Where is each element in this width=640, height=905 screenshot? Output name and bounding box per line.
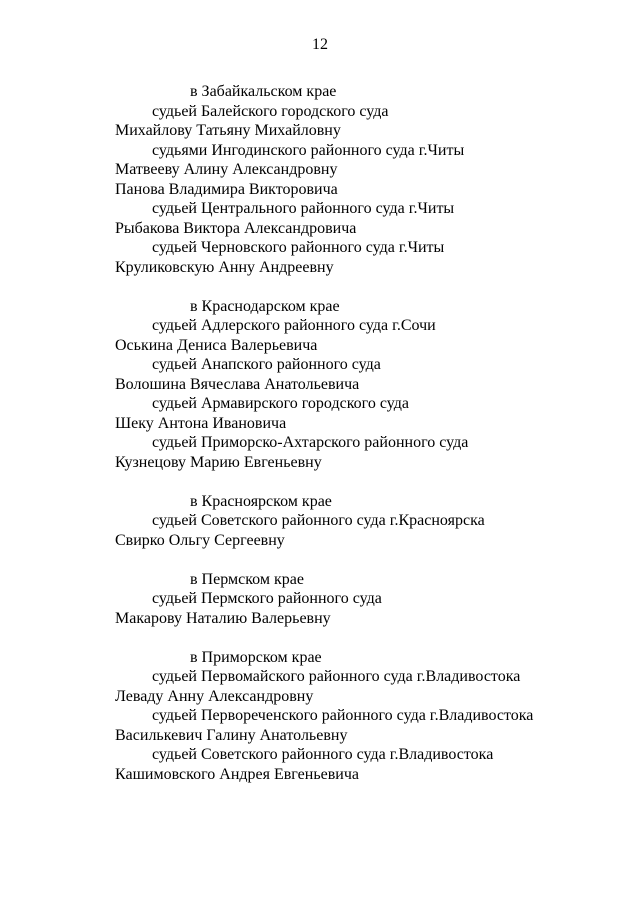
court-position: судьей Советского районного суда г.Владивостока bbox=[152, 746, 494, 763]
court-position: судьей Центрального районного суда г.Читы bbox=[152, 200, 455, 217]
region-heading: в Забайкальском крае bbox=[190, 83, 337, 100]
region-section bbox=[0, 82, 640, 277]
court-position: судьей Армавирского городского суда bbox=[152, 395, 409, 412]
judge-name: Михайлову Татьяну Михайловну bbox=[115, 122, 341, 139]
region-section bbox=[0, 570, 640, 629]
court-position: судьей Черновского районного суда г.Читы bbox=[152, 239, 445, 256]
judge-name: Шеку Антона Ивановича bbox=[115, 414, 287, 432]
court-position: судьей Первореченского районного суда г.Владивостока bbox=[152, 707, 534, 724]
judge-name: Волошина Вячеслава Анатольевича bbox=[115, 375, 360, 393]
court-position: судьей Адлерского районного суда г.Сочи bbox=[152, 317, 436, 334]
region-section bbox=[0, 492, 640, 551]
judge-name: Оськина Дениса Валерьевича bbox=[115, 336, 318, 354]
court-position: судьей Пермского районного суда bbox=[152, 590, 382, 607]
region-heading: в Красноярском крае bbox=[190, 492, 332, 510]
region-section bbox=[0, 297, 640, 473]
judge-name: Макарову Наталию Валерьевну bbox=[115, 609, 331, 627]
region-heading: в Пермском крае bbox=[190, 570, 304, 588]
court-position: судьей Советского районного суда г.Красноярска bbox=[152, 512, 485, 529]
judge-name: Рыбакова Виктора Александровича bbox=[115, 219, 357, 237]
judge-name: Василькевич Галину Анатольевну bbox=[115, 726, 348, 744]
judge-name: Леваду Анну Александровну bbox=[115, 687, 314, 705]
page-number: 12 bbox=[312, 36, 328, 53]
judge-name: Панова Владимира Викторовича bbox=[115, 180, 338, 198]
judge-name: Кашимовского Андрея Евгеньевича bbox=[115, 765, 359, 783]
region-section bbox=[0, 648, 640, 785]
court-position: судьей Приморско-Ахтарского районного суда bbox=[152, 434, 469, 451]
judge-name: Свирко Ольгу Сергеевну bbox=[115, 531, 285, 549]
judge-name: Круликовскую Анну Андреевну bbox=[115, 258, 334, 276]
appointments-list bbox=[0, 82, 640, 784]
judge-name: Матвееву Алину Александровну bbox=[115, 161, 338, 178]
court-position: судьей Первомайского районного суда г.Владивостока bbox=[152, 668, 521, 685]
court-position: судьей Анапского районного суда bbox=[152, 356, 381, 373]
court-position: судьями Ингодинского районного суда г.Читы bbox=[152, 141, 465, 159]
region-heading: в Краснодарском крае bbox=[190, 297, 340, 315]
judge-name: Кузнецову Марию Евгеньевну bbox=[115, 453, 322, 471]
region-heading: в Приморском крае bbox=[190, 648, 322, 666]
court-position: судьей Балейского городского суда bbox=[152, 102, 389, 120]
